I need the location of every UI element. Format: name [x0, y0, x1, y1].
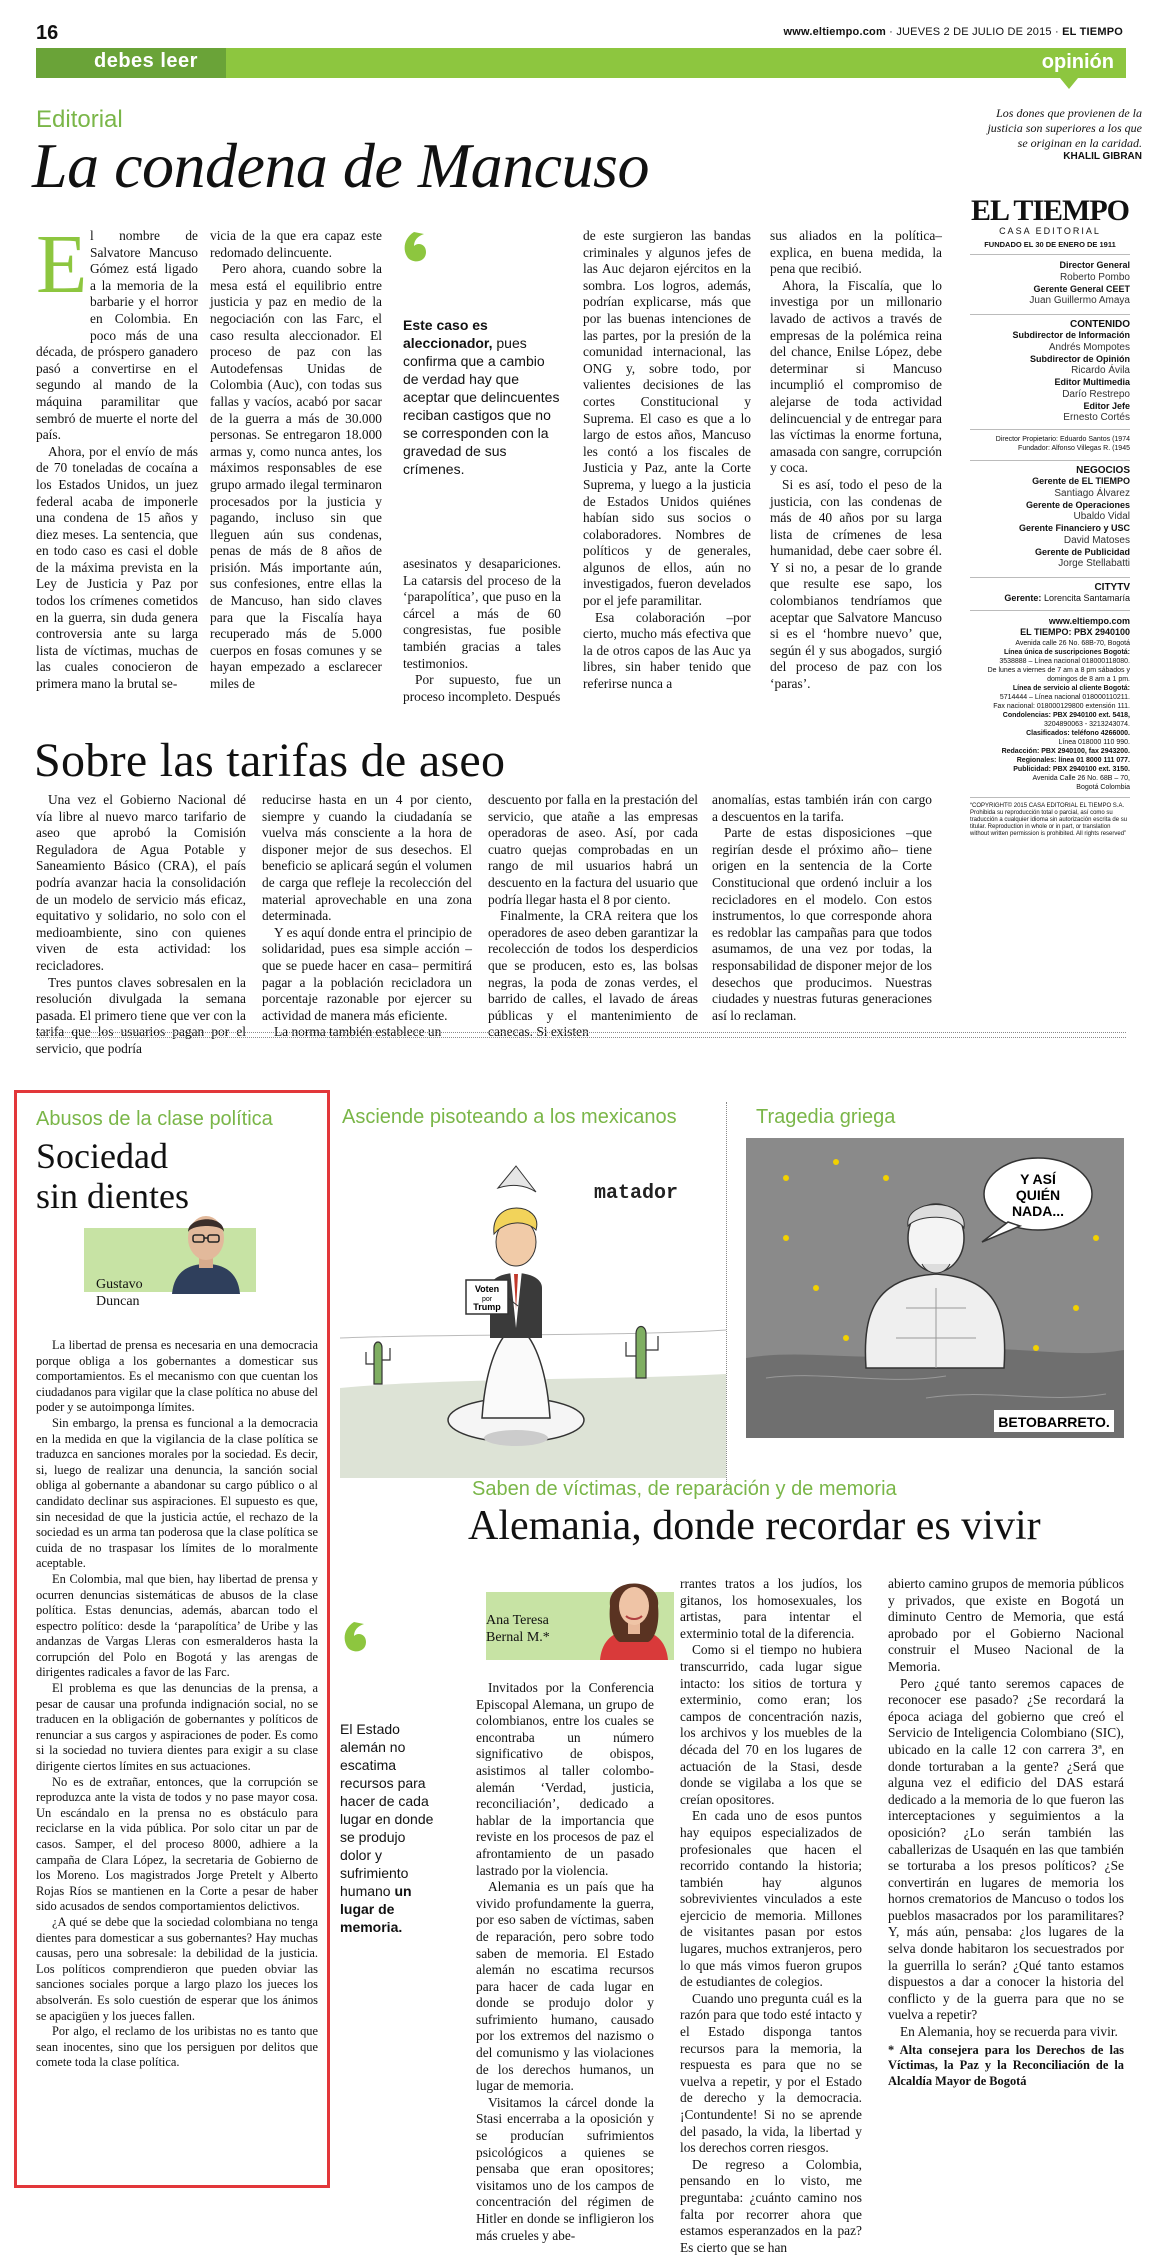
staff-role: Gerente de EL TIEMPO: [1032, 476, 1130, 486]
alemania-paragraph: Invitados por la Conferencia Episcopal Alemana, un grupo de colombianos, entre los cuales se encontraba un número significativo de obispos, asistimos al taller colombo-alemán ‘Verdad, justicia, reconciliación’, dedicado a hablar de la importancia que reviste en los procesos de paz el afrontamiento de un pasado lastrado por la violencia.: [476, 1680, 654, 1878]
opinion-paragraph: Sin embargo, la prensa es funcional a la democracia en la medida en que la vigilancia de la clase política se traduzca en sanciones morales por la sociedad. Es decir, si, luego de realizar una denuncia, la sanción social obliga al gobernante a abandonar su cargo público o al candidato declinar sus aspiraciones. El supuesto es que, sin necesidad de que la justicia actúe, el rechazo de la sociedad es un arma tan poderosa que la clase política se cuida de no traspasar los límites de lo moralmente aceptable.: [36, 1415, 318, 1571]
aseo-column-3: [488, 792, 698, 1041]
cartoon-bubble-line3: NADA...: [1011, 1203, 1065, 1219]
masthead-copyright: “COPYRIGHT© 2015 CASA EDITORIAL EL TIEMPO S.A. Prohibida su reproducción total o parcial, así como su traducción a cualquier idioma sin autorización escrita de su titular. Reproduction in whole or in part, or translation without written permission is prohibited. All rights reserved”: [970, 802, 1128, 837]
citytv-manager: Gerente: Lorencita Santamaría: [1004, 593, 1130, 603]
masthead-section-heading: NEGOCIOS: [970, 460, 1130, 476]
section-label-right: opinión: [1041, 51, 1114, 73]
masthead-contact-line: Redacción: PBX 2940100, fax 2943200.: [1001, 747, 1130, 755]
aseo-paragraph: La norma también establece un: [274, 1024, 442, 1040]
header-dateline: www.eltiempo.com · JUEVES 2 DE JULIO DE 2015 · EL TIEMPO: [783, 26, 1123, 38]
masthead-contact-line: 5714444 – Línea nacional 018000110211.: [999, 693, 1130, 701]
masthead-contact-line: Línea única de suscripciones Bogotá:: [1003, 648, 1130, 656]
column-divider: [726, 1102, 727, 1488]
epigraph: [986, 106, 1142, 162]
cartoon-sign-line2: por: [481, 1296, 493, 1303]
masthead-section-heading: CONTENIDO: [970, 314, 1130, 330]
opinion-paragraph: En Colombia, mal que bien, hay libertad de prensa y ocurren denuncias sistemáticas de abusos de la clase política. Estas denuncias, además, abarcan todo el espectro político: desde la ‘parapolítica’ de Uribe y las andanzas de Vargas Lleras con esmeralderos hasta la corrupción del Polo en Bogotá y las arengas de dirigentes radicales a favor de las Farc.: [36, 1571, 318, 1680]
page-number: 16: [36, 22, 59, 44]
masthead-contact-line: Línea de servicio al cliente Bogotá:: [1012, 684, 1130, 692]
masthead-contact-line: Condolencias: PBX 2940100 ext. 5418,: [1002, 711, 1130, 719]
masthead-address: Avenida calle 26 No. 68B-70, Bogotá: [1015, 639, 1130, 647]
masthead-contact-line: Bogotá Colombia: [1076, 783, 1130, 791]
section-divider: [36, 1037, 1126, 1038]
editorial-column-3: [403, 556, 561, 705]
editorial-paragraph: Por supuesto, fue un proceso incompleto. Después: [403, 672, 561, 704]
aseo-paragraph: Tres puntos claves sobresalen en la resolución divulgada la semana pasada. El primero tiene que ver con la tarifa que los usuarios pagan por el servicio, que podría: [36, 974, 246, 1056]
editorial-paragraph: Ahora, la Fiscalía, que lo investiga por un millonario lavado de activos a través de empresas de la polémica reina del chance, Enilse López, debe determinar si Mancuso incumplió el compromiso de alejarse de toda actividad delincuencial y de entregar para las víctimas la enorme fortuna, amasada con sangre, corrupción y coca.: [770, 277, 942, 476]
staff-name: Ubaldo Vidal: [1073, 511, 1130, 522]
cartoon-sign-line1: Voten: [474, 1284, 500, 1294]
epigraph-text: Los dones que provienen de la justicia son superiores a los que se originan en la caridad.: [987, 106, 1142, 150]
header-date: JUEVES 2 DE JULIO DE 2015: [896, 26, 1052, 38]
alemania-author: Ana Teresa Bernal M.*: [486, 1613, 550, 1645]
cartoon-signature: BETOBARRETO.: [998, 1414, 1110, 1430]
pull-quote-text: pues confirma que a cambio de verdad hay que aceptar que delincuentes reciban castigos que no se corresponden con la gravedad de sus crímenes.: [403, 335, 560, 477]
aseo-paragraph: Una vez el Gobierno Nacional dé vía libre al nuevo marco tarifario de aseo que aprobó la Comisión Reguladora de Agua Potable y Saneamiento Básico (CRA), el país podría avanzar hacia la consolidación de un modelo de servicio más eficaz, equitativo y solidario, no solo con el medioambiente, sino con quienes viven de esta actividad: los recicladores.: [36, 792, 246, 973]
masthead-contact-line: Fax nacional: 018000129800 extensión 111.: [993, 702, 1130, 710]
staff-role: Editor Jefe: [1083, 400, 1130, 411]
masthead-subtitle: CASA EDITORIAL: [999, 226, 1101, 236]
masthead-contact-line: Línea 018000 110 990.: [1058, 738, 1130, 746]
staff-role: Gerente de Operaciones: [1025, 499, 1130, 510]
staff-name: David Matoses: [1063, 534, 1130, 546]
alemania-paragraph: Visitamos la cárcel donde la Stasi encerraba a la oposición y se producían sufrimientos psicológicos a quienes se pensaba que eran opositores; visitamos uno de los campos de concentración del régimen de Hitler en donde se infligieron los más crueles y abe-: [476, 2094, 654, 2243]
staff-name: Juan Guillermo Amaya: [1029, 295, 1130, 306]
editorial-paragraph: Esa colaboración –por cierto, mucho más efectiva que la de otros capos de las Auc ya libres, sin haber tenido que referirse nunca a: [583, 609, 751, 692]
header-site[interactable]: www.eltiempo.com: [783, 26, 886, 38]
header-paper: EL TIEMPO: [1062, 26, 1123, 38]
cartoon-greek-statue-illustration: [746, 1138, 1124, 1438]
quote-mark-icon: [340, 1618, 400, 1658]
opinion-title: Sociedad sin dientes: [36, 1136, 189, 1216]
editorial-column-4: [583, 228, 751, 693]
opinion-paragraph: ¿A qué se debe que la sociedad colombiana no tenga dientes para domesticar a sus gobernantes? Hay muchas causas, pero una sobresale: la debilidad de la justicia. Los políticos comprendieron que pueden obviar las sanciones sociales porque a largo plazo los jueces los absolverán. Es solo cuestión de esperar que los ánimos se apacigüen y los jueces fallen.: [36, 1914, 318, 2023]
masthead-contact-line: De lunes a viernes de 7 am a 8 pm sábados y: [987, 666, 1130, 674]
cartoon-sign-line3: Trump: [473, 1302, 501, 1312]
opinion-paragraph: La libertad de prensa es necesaria en una democracia porque obliga a los gobernantes a domesticar sus comportamientos. Es el mecanismo con que cuentan los ciudadanos para vigilar que la clase política no abuse del poder y se autoimponga límites.: [36, 1338, 318, 1415]
aseo-paragraph: descuento por falla en la prestación del servicio, que atañe a las empresas operadoras de aseo. Así, por cada cuatro quejas comprobadas en un rango de mil usuarios habrá un descuento en la factura del usuario que podría llegar hasta el 8 por ciento.: [488, 792, 698, 907]
opinion-body: [36, 1338, 318, 2071]
masthead-contact-line: domingos de 8 am a 1 pm.: [1047, 675, 1130, 683]
aseo-column-2: [262, 792, 472, 1041]
author-footnote: * Alta consejera para los Derechos de las Víctimas, la Paz y la Reconciliación de la Alcaldía Mayor de Bogotá: [888, 2042, 1124, 2088]
masthead-founded: FUNDADO EL 30 DE ENERO DE 1911: [984, 240, 1116, 249]
cartoon-bubble-line2: QUIÉN: [1015, 1187, 1061, 1203]
editorial-title: La condena de Mancuso: [32, 130, 649, 201]
aseo-title: Sobre las tarifas de aseo: [34, 734, 506, 787]
cartoon-trump-illustration: [340, 1138, 726, 1478]
alemania-column-3: [888, 1576, 1124, 2089]
drop-cap: E: [36, 218, 88, 311]
staff-name: Darío Restrepo: [1062, 388, 1130, 400]
alemania-pull-quote: [340, 1720, 440, 1936]
aseo-paragraph: reducirse hasta en un 4 por ciento, siempre y cuando la ciudadanía se vuelva más consciente a la hora de disponer mejor de sus desechos. El beneficio se aplicará según el volumen de carga que refleje la recolección del material aprovechable en una zona determinada.: [262, 792, 472, 924]
aseo-paragraph: Parte de estas disposiciones –que regirían desde el próximo año– tiene origen en la sentencia de la Corte Constitucional que ordenó incluir a los recicladores en el modelo. Con estos instrumentos, lo que corresponde ahora es redoblar las campañas para que todos asumamos, de una vez por todas, la responsabilidad de disponer mejor de los desechos que producimos. Nuestras ciudades y nuestras futuras generaciones así lo reclaman.: [712, 825, 932, 1023]
staff-name: Ernesto Cortés: [1063, 412, 1130, 423]
alemania-paragraph: En cada uno de esos puntos hay equipos especializados de profesionales que hacen el recorrido contando la historia; también hay algunos sobrevivientes vinculados a este ejercicio de memoria. Millones de visitantes pasan por estos lugares, muchos extranjeros, pero lo que más vimos fueron grupos de estudiantes de colegios.: [680, 1808, 862, 1990]
opinion-author: Gustavo Duncan: [96, 1277, 143, 1309]
staff-role: Editor Multimedia: [1054, 377, 1130, 387]
aseo-paragraph: anomalías, estas también irán con cargo a descuentos en la tarifa.: [712, 792, 932, 824]
masthead-pbx: EL TIEMPO: PBX 2940100: [1020, 627, 1130, 637]
editorial-column-2: [210, 228, 382, 693]
section-arrow-icon: [1060, 78, 1078, 89]
aseo-column-4: [712, 792, 932, 1024]
cartoon-1-title: Asciende pisoteando a los mexicanos: [342, 1106, 677, 1128]
staff-role: Gerente General CEET: [1033, 283, 1130, 294]
alemania-kicker: Saben de víctimas, de reparación y de memoria: [472, 1478, 897, 1500]
alemania-title: Alemania, donde recordar es vivir: [468, 1503, 1041, 1549]
masthead-contact-line: 3204890063 - 3213243074.: [1043, 720, 1130, 728]
staff-role: Director General: [1059, 260, 1130, 270]
quote-mark-icon: [400, 228, 460, 268]
editorial-paragraph: sus aliados en la política– explica, en buena medida, la pena que recibió.: [770, 228, 942, 277]
pull-quote-text: El Estado alemán no escatima recursos para hacer de cada lugar en donde se produjo dolor y sufrimiento humano: [340, 1721, 434, 1899]
staff-name: Jorge Stellabatti: [1058, 558, 1130, 569]
alemania-column-2: [680, 1576, 862, 2256]
editorial-column-5: [770, 228, 942, 693]
masthead-contact-line: 3538888 – Línea nacional 018000118080.: [999, 657, 1130, 665]
staff-role: Subdirector de Opinión: [1029, 353, 1130, 364]
editorial-paragraph: Pero ahora, cuando sobre la mesa está el equilibrio entre justicia y paz en medio de la negociación con las Farc, el caso resulta aleccionador. El proceso de paz con las Autodefensas Unidas de Colombia (Auc), con todas sus fallas y vacíos, acabó por sacar de la guerra a más de 30.000 personas. Se entregaron 18.000 armas y, como nunca antes, los máximos responsables de ese grupo armado ilegal terminaron procesados por la justicia y pagando, incluso sin que lleguen aún sus condenas, penas de más de 8 años de prisión. Más importante aún, sus confesiones, entre ellas la de Mancuso, han sido claves para que la Fiscalía haya recuperado más de 5.000 cuerpos en fosas comunes y se hayan empezado a esclarecer miles de: [210, 261, 382, 692]
masthead-proprietor: Director Propietario: Eduardo Santos (1974: [995, 436, 1130, 443]
staff-role: Subdirector de Información: [1012, 330, 1130, 340]
editorial-paragraph: Si es así, todo el peso de la justicia, con las condenas de más de 40 años por su larga lista de crímenes de lesa humanidad, debe caer sobre él. Y si no, a pesar de lo grande que resulte ese sapo, los colombianos tendríamos que aceptar que Salvatore Mancuso si es el ‘hombre nuevo’ que, según él y sus abogados, surgió del proceso de paz con los ‘paras’.: [770, 476, 942, 692]
epigraph-author: KHALIL GIBRAN: [1063, 151, 1142, 162]
masthead-contact-line: Publicidad: PBX 2940100 ext. 3150.: [1013, 765, 1130, 773]
opinion-paragraph: No es de extrañar, entonces, que la corrupción se reproduzca ante la vista de todos y no pase mayor cosa. Un escándalo en la prensa no es obstáculo para reciclarse en la vida pública. Por solo citar un par de casos. Samper, el del proceso 8000, adhiere a la campaña de Clara López, la secretaria de Gobierno de los Moreno. Los magistrados Jorge Pretelt y Alberto Rojas Ríos se mantienen en la Corte a pesar de haber sido acusados de sendos comportamientos delictivos.: [36, 1774, 318, 1914]
masthead-contact-line: Avenida Calle 26 No. 68B – 70,: [1032, 774, 1130, 782]
staff-name: Santiago Álvarez: [1054, 487, 1130, 499]
staff-role: Gerente de Publicidad: [1034, 546, 1130, 557]
alemania-paragraph: rrantes tratos a los judíos, los gitanos, los homosexuales, los artistas, para intentar el exterminio total de la diferencia.: [680, 1576, 862, 1641]
alemania-paragraph: Como si el tiempo no hubiera transcurrido, cada lugar sigue intacto: los sitios de tortura y exterminio, como eran; los campos de concentración nazis, los archivos y los muebles de la década del 70 en los lugares de actuación de la Stasi, desde donde se vigilaba a los que se creían opositores.: [680, 1642, 862, 1807]
opinion-paragraph: Por algo, el reclamo de los uribistas no es tanto que sean inocentes, sino que los persiguen por delitos que comete toda la clase política.: [36, 2024, 318, 2070]
cartoon-2-title: Tragedia griega: [756, 1106, 896, 1128]
masthead-contact-line: Clasificados: teléfono 4266000.: [1026, 729, 1130, 737]
section-divider: [36, 1032, 1126, 1033]
staff-name: Andrés Mompotes: [1048, 341, 1130, 353]
alemania-paragraph: De regreso a Colombia, pensando en lo visto, me preguntaba: ¿cuánto camino nos falta por recorrer ahora que estamos esperanzados en la paz? Es cierto que se han: [680, 2156, 862, 2255]
pull-quote-bold: Este caso es aleccionador,: [403, 317, 493, 351]
editorial-column-1: [36, 218, 198, 693]
alemania-paragraph: Cuando uno pregunta cuál es la razón para que todo esté intacto y el Estado disponga tantos recursos para la memoria, la respuesta es para que no se vuelva a repetir, y por el Estado de derecho y la democracia. ¡Contundente! Si no se aprende del pasado, la vida, la libertad y los derechos corren riesgos.: [680, 1990, 862, 2156]
author-photo: [166, 1202, 246, 1294]
staff-role: Gerente Financiero y USC: [1018, 523, 1130, 533]
masthead-website[interactable]: www.eltiempo.com: [1048, 615, 1130, 626]
editorial-paragraph: vicia de la que era capaz este redomado delincuente.: [210, 228, 382, 260]
masthead-founder: Fundador: Alfonso Villegas R. (1945: [1018, 445, 1130, 452]
masthead-contact-line: Regionales: línea 01 8000 111 077.: [1016, 756, 1130, 764]
masthead-contact-lines: [970, 648, 1130, 792]
editorial-paragraph: asesinatos y desapariciones. La catarsis del proceso de la ‘parapolítica’, que puso en la cárcel a más de 60 congresistas, fue posible también gracias a tales testimonios.: [403, 556, 561, 671]
masthead-section-heading: CITYTV: [970, 577, 1130, 593]
aseo-paragraph: Y es aquí donde entra el principio de solidaridad, pues esa simple acción –que se puede hacer en casa– permitirá pagar a la población recicladora un porcentaje razonable por ejercer su actividad de manera más eficiente.: [262, 924, 472, 1023]
alemania-paragraph: abierto camino grupos de memoria públicos y privados, que existe en Bogotá un diminuto Centro de Memoria, que está aprobado por el Gobierno Nacional construir el Museo Nacional de la Memoria.: [888, 1576, 1124, 1674]
staff-name: Ricardo Ávila: [1071, 365, 1130, 376]
staff-name: Roberto Pombo: [1059, 271, 1130, 283]
pull-quote-bold: un lugar de memoria.: [340, 1883, 412, 1935]
masthead-logo: EL TIEMPO: [971, 194, 1129, 227]
alemania-paragraph: Pero ¿qué tanto seremos capaces de reconocer ese pasado? ¿Se recordará la época aciaga del gobierno que creó el Servicio de Inteligencia Colombiano (SIC), ubicado en la calle 12 con carrera 3ª, en donde torturaban a la gente? ¿Será que alguna vez el edificio del DAS estará dedicado a la memoria de lo que fueron las interceptaciones y seguimientos a la oposición? ¿Lo serán también las caballerizas de Usaquén en las que también se torturaba a los presos políticos? ¿Se convertirán en lugares de memoria los hornos crematorios de Mancuso o todos los pueblos masacrados por los paramilitares? Y, más aún, pensaba: ¿los lugares de la selva donde habitaron los secuestrados por la guerrilla lo serán? ¿Qué tanto estamos dispuestos a dar a conocer la historia del conflicto y de la guerra para que no se vuelva a repetir?: [888, 1675, 1124, 2023]
editorial-kicker: Editorial: [36, 106, 123, 133]
aseo-paragraph: Finalmente, la CRA reitera que los operadores de aseo deben garantizar la recolección de todos los desperdicios que se producen, esto es, las bolsas negras, la poda de zonas verdes, el barrido de calles, el lavado de áreas públicas y el mantenimiento de canecas. Si existen: [488, 908, 698, 1040]
cartoon-signature: matador: [594, 1182, 679, 1205]
editorial-paragraph: Ahora, por el envío de más de 70 toneladas de cocaína a los Estados Unidos, un juez federal acaba de imponerle una condena de 15 años y diez meses. La sentencia, que en todo caso es casi el doble de la máxima prevista en la Ley de Justicia y Paz por todos los crímenes cometidos en la guerra, sin duda genera controversia ante su larga lista de víctimas, muchas de las cuales conocieron de primera mano la brutal se-: [36, 443, 198, 692]
opinion-kicker: Abusos de la clase política: [36, 1108, 273, 1130]
section-label-left: debes leer: [36, 48, 226, 78]
editorial-paragraph: de este surgieron las bandas criminales y algunos jefes de las Auc dejaron ejércitos en la sombra. Los logros, además, podrían explicarse, más que por las buenas intenciones de las partes, por la presión de la comunidad internacional, las ONG y, sobre todo, por valientes decisiones de las cortes Constitucional y Suprema. El caso es que a lo largo de estos años, Mancuso les contó a los fiscales de Justicia y Paz, ante la Corte Suprema, y luego a la justicia de Estados Unidos quiénes habían sido sus socios o colaboradores. Nombres de políticos y de generales, algunos de ellos, aún no investigados, fueron develados por el jefe paramilitar.: [583, 228, 751, 609]
author-photo: [596, 1566, 672, 1660]
editorial-paragraph: l nombre de Salvatore Mancuso Gómez está ligado a la memoria de la barbarie y el horror en Colombia. En poco más de una década, de próspero ganadero pasó a convertirse en el segundo al mando de la máquina paramilitar que sembró de muerte el norte del país.: [36, 228, 198, 443]
aseo-column-1: [36, 792, 246, 1058]
alemania-paragraph: En Alemania, hoy se recuerda para vivir.: [900, 2024, 1118, 2040]
editorial-pull-quote: [403, 316, 563, 478]
alemania-paragraph: Alemania es un país que ha vivido profundamente la guerra, por eso saben de víctimas, saben de reparación, pero sobre todo saben de memoria. El Estado alemán no escatima recursos para hacer de cada lugar en donde se produjo dolor y sufrimiento humano, causado por los extremos del nazismo o del comunismo y las violaciones de los derechos humanos, un lugar de memoria.: [476, 1879, 654, 2094]
alemania-column-1: [476, 1680, 654, 2244]
opinion-paragraph: El problema es que las denuncias de la prensa, a pesar de causar una profunda indignación social, no se traducen en la obligación de gobernantes y políticos de renunciar a sus cargos y aspiraciones de poder. Es como si la sociedad no tuviera dientes para exigir a su clase dirigente ciertos límites en sus actuaciones.: [36, 1681, 318, 1774]
cartoon-bubble-line1: Y ASÍ: [1020, 1171, 1056, 1187]
masthead: [970, 196, 1130, 838]
